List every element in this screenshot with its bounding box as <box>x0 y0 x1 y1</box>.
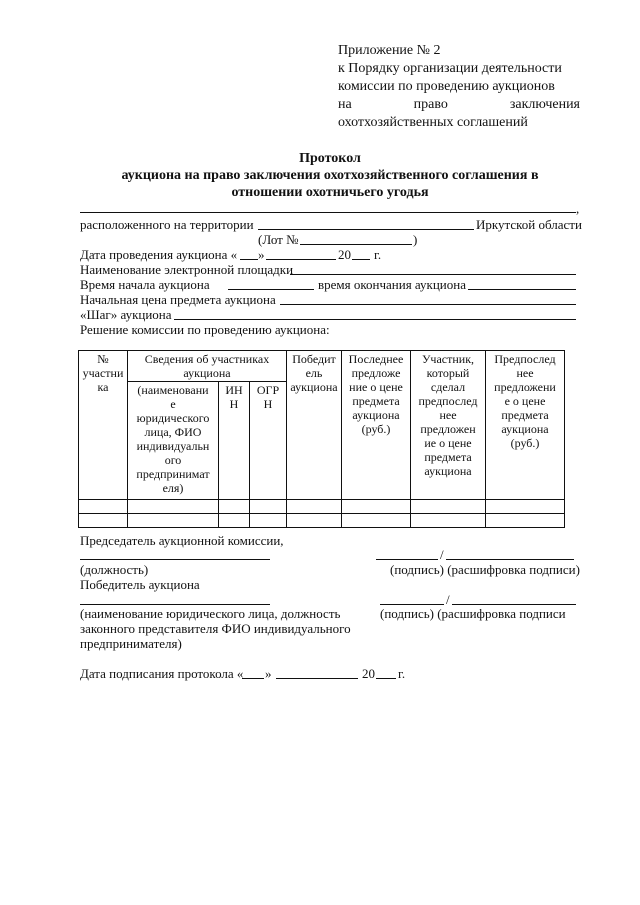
header-text-line: Победит <box>292 352 336 366</box>
header-text-line: аукциона <box>290 380 338 394</box>
hunting-ground-line[interactable] <box>80 212 576 213</box>
table-cell[interactable] <box>287 514 342 528</box>
header-text-line: предпослед <box>418 394 478 408</box>
signing-date-label: Дата подписания протокола « <box>80 666 244 681</box>
header-text-line: предмета <box>501 408 549 422</box>
table-cell[interactable] <box>287 500 342 514</box>
header-text-line: предложен <box>420 422 476 436</box>
winner-note: (наименование юридического лица, должность <box>80 606 341 621</box>
col-ogrn-header <box>250 382 287 500</box>
territory-field[interactable] <box>258 229 474 230</box>
winner-label: Победитель аукциона <box>80 577 200 592</box>
table-cell[interactable] <box>411 514 486 528</box>
header-text-line: еля) <box>162 481 184 495</box>
header-text-line: ОГР <box>256 383 280 397</box>
header-text-line: предмета <box>424 450 472 464</box>
signature-caption: (подпись) (расшифровка подписи) <box>390 562 580 577</box>
appendix-line <box>338 96 580 114</box>
end-time-label: время окончания аукциона <box>318 277 466 292</box>
signing-year-suffix: г. <box>398 666 406 681</box>
appendix-line: комиссии по проведению аукционов <box>338 79 555 94</box>
start-time-field[interactable] <box>228 289 314 290</box>
header-text-line: Н <box>263 397 273 411</box>
header-text-line: предложени <box>494 380 556 394</box>
chairman-position-field[interactable] <box>80 559 270 560</box>
col-number-header <box>79 351 128 500</box>
header-text-line: № <box>97 352 109 366</box>
date-mid: » <box>258 247 265 262</box>
table-cell[interactable] <box>250 500 287 514</box>
header-text-line: аукциона <box>501 422 549 436</box>
date-month-field[interactable] <box>266 259 336 260</box>
end-time-field[interactable] <box>468 289 576 290</box>
lot-field[interactable] <box>300 244 412 245</box>
winner-note: законного представителя ФИО индивидуального <box>80 621 351 636</box>
table-cell[interactable] <box>342 500 411 514</box>
date-label: Дата проведения аукциона « <box>80 247 238 262</box>
decision-label: Решение комиссии по проведению аукциона: <box>80 322 330 337</box>
header-text-line: аукциона <box>424 464 472 478</box>
header-text-line: предмета <box>352 394 400 408</box>
header-text-line: ие о цене <box>424 436 472 450</box>
winner-signature-field[interactable] <box>380 604 444 605</box>
appendix-word: заключения <box>509 97 580 112</box>
winner-name-field[interactable] <box>80 604 270 605</box>
header-text-line: ель <box>305 366 323 380</box>
signing-day-field[interactable] <box>242 678 264 679</box>
header-text-line: Участник, <box>421 352 475 366</box>
header-text-line: предложе <box>351 366 401 380</box>
col-last-offer-header <box>342 351 411 500</box>
chairman-decipher-field[interactable] <box>446 559 574 560</box>
col-prelast-participant-header <box>411 351 486 500</box>
header-text-line: предпринимат <box>136 467 210 481</box>
start-time-label: Время начала аукциона <box>80 277 210 292</box>
table-cell[interactable] <box>128 500 219 514</box>
header-text-line: ние о цене <box>349 380 403 394</box>
signing-month-field[interactable] <box>276 678 358 679</box>
header-text-line: нее <box>516 366 534 380</box>
platform-label: Наименование электронной площадки <box>80 262 294 277</box>
col-participant-info-header <box>128 351 287 382</box>
signing-date-mid: » <box>265 666 272 681</box>
col-winner-header <box>287 351 342 500</box>
region-suffix: Иркутской области <box>476 217 582 232</box>
header-text-line: юридического <box>136 411 210 425</box>
table-cell[interactable] <box>411 500 486 514</box>
table-cell[interactable] <box>79 500 128 514</box>
position-label: (должность) <box>80 562 149 577</box>
header-text-line: лица, ФИО <box>144 425 202 439</box>
appendix-line: охотхозяйственных соглашений <box>338 115 528 130</box>
header-text-line: ка <box>97 380 109 394</box>
lot-label: (Лот № <box>258 232 299 247</box>
start-price-label: Начальная цена предмета аукциона <box>80 292 276 307</box>
col-inn-header <box>219 382 250 500</box>
header-text-line: сделал <box>430 380 466 394</box>
slash: / <box>440 547 444 562</box>
winner-decipher-field[interactable] <box>452 604 576 605</box>
auction-results-table <box>78 350 565 528</box>
header-text-line: ИН <box>225 383 243 397</box>
signing-year-field[interactable] <box>376 678 396 679</box>
header-text-line: индивидуальн <box>136 439 210 453</box>
located-label: расположенного на территории <box>80 217 254 232</box>
comma: , <box>576 201 580 216</box>
signing-year-prefix: 20 <box>362 666 375 681</box>
header-text-line: нее <box>439 408 457 422</box>
step-field[interactable] <box>174 319 576 320</box>
header-text-line: Сведения об участниках <box>144 352 270 366</box>
appendix-block <box>338 42 580 132</box>
header-text-line: аукциона <box>183 366 231 380</box>
signature-caption: (подпись) (расшифровка подписи <box>380 606 566 621</box>
slash: / <box>446 592 450 607</box>
appendix-title: Приложение № 2 <box>338 43 441 58</box>
platform-field[interactable] <box>290 274 576 275</box>
header-text-line: (руб.) <box>361 422 391 436</box>
date-year-field[interactable] <box>352 259 370 260</box>
protocol-subtitle: отношении охотничьего угодья <box>231 185 429 200</box>
date-day-field[interactable] <box>240 259 258 260</box>
chairman-label: Председатель аукционной комиссии, <box>80 533 284 548</box>
col-prelast-offer-header <box>486 351 565 500</box>
protocol-title: Протокол <box>299 151 361 166</box>
header-text-line: ого <box>164 453 182 467</box>
chairman-signature-field[interactable] <box>376 559 438 560</box>
table-cell[interactable] <box>219 500 250 514</box>
table-cell[interactable] <box>486 500 565 514</box>
date-year-prefix: 20 <box>338 247 351 262</box>
table-cell[interactable] <box>128 514 219 528</box>
appendix-line: к Порядку организации деятельности <box>338 61 562 76</box>
header-text-line: аукциона <box>352 408 400 422</box>
appendix-word: на <box>338 97 352 112</box>
header-text-line: который <box>426 366 470 380</box>
header-text-line: Н <box>229 397 239 411</box>
header-text-line: е <box>170 397 176 411</box>
header-text-line: (наименовани <box>137 383 209 397</box>
col-name-header <box>128 382 219 500</box>
winner-note: предпринимателя) <box>80 636 182 651</box>
appendix-word: право <box>413 97 448 112</box>
header-text-line: Последнее <box>348 352 404 366</box>
table-cell[interactable] <box>79 514 128 528</box>
header-text-line: Предпослед <box>494 352 556 366</box>
header-text-line: участни <box>82 366 124 380</box>
header-text-line: (руб.) <box>510 436 540 450</box>
protocol-subtitle: аукциона на право заключения охотхозяйственного соглашения в <box>121 168 539 183</box>
header-text-line: е о цене <box>504 394 546 408</box>
table-cell[interactable] <box>250 514 287 528</box>
table-cell[interactable] <box>486 514 565 528</box>
date-year-suffix: г. <box>374 247 382 262</box>
start-price-field[interactable] <box>280 304 576 305</box>
table-cell[interactable] <box>342 514 411 528</box>
table-cell[interactable] <box>219 514 250 528</box>
step-label: «Шаг» аукциона <box>80 307 172 322</box>
lot-close: ) <box>413 232 418 247</box>
